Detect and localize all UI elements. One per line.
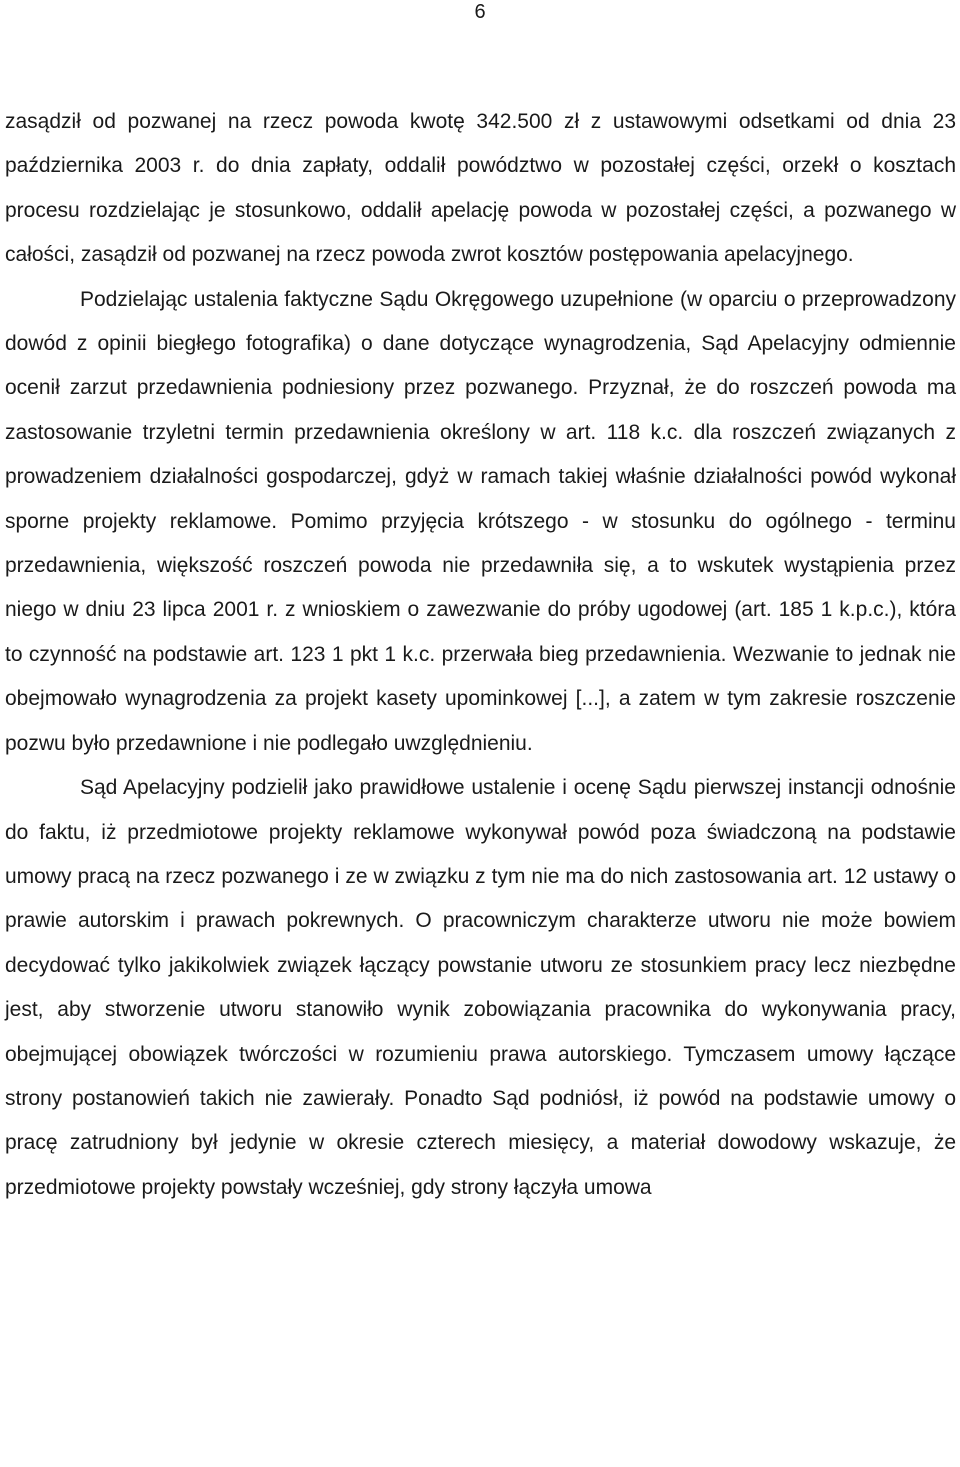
page-number: 6 xyxy=(474,1,486,23)
document-body xyxy=(5,100,956,1210)
paragraph-3: Sąd Apelacyjny podzielił jako prawidłowe ustalenie i ocenę Sądu pierwszej instancji odnośnie do faktu, iż przedmiotowe projekty reklamowe wykonywał powód poza świadczoną na podstawie umowy pracą na rzecz pozwanego i ze w związku z tym nie ma do nich zastosowania art. 12 ustawy o prawie autorskim i prawach pokrewnych. O pracowniczym charakterze utworu nie może bowiem decydować tylko jakikolwiek związek łączący powstanie utworu ze stosunkiem pracy lecz niezbędne jest, aby stworzenie utworu stanowiło wynik zobowiązania pracownika do wykonywania pracy, obejmującej obowiązek twórczości w rozumieniu prawa autorskiego. Tymczasem umowy łączące strony postanowień takich nie zawierały. Ponadto Sąd podniósł, iż powód na podstawie umowy o pracę zatrudniony był jedynie w okresie czterech miesięcy, a materiał dowodowy wskazuje, że przedmiotowe projekty powstały wcześniej, gdy strony łączyła umowa xyxy=(5,776,956,1199)
paragraph-1: zasądził od pozwanej na rzecz powoda kwotę 342.500 zł z ustawowymi odsetkami od dnia 23 października 2003 r. do dnia zapłaty, oddalił powództwo w pozostałej części, orzekł o kosztach procesu rozdzielając je stosunkowo, oddalił apelację powoda w pozostałej części, a pozwanego w całości, zasądził od pozwanej na rzecz powoda zwrot kosztów postępowania apelacyjnego. xyxy=(5,110,956,267)
paragraph-2: Podzielając ustalenia faktyczne Sądu Okręgowego uzupełnione (w oparciu o przeprowadzony dowód z opinii biegłego fotografika) o dane dotyczące wynagrodzenia, Sąd Apelacyjny odmiennie ocenił zarzut przedawnienia podniesiony przez pozwanego. Przyznał, że do roszczeń powoda ma zastosowanie trzyletni termin przedawnienia określony w art. 118 k.c. dla roszczeń związanych z prowadzeniem działalności gospodarczej, gdyż w ramach takiej właśnie działalności powód wykonał sporne projekty reklamowe. Pomimo przyjęcia krótszego - w stosunku do ogólnego - terminu przedawnienia, większość roszczeń powoda nie przedawniła się, a to wskutek wystąpienia przez niego w dniu 23 lipca 2001 r. z wnioskiem o zawezwanie do próby ugodowej (art. 185 1 k.p.c.), która to czynność na podstawie art. 123 1 pkt 1 k.c. przerwała bieg przedawnienia. Wezwanie to jednak nie obejmowało wynagrodzenia za projekt kasety upominkowej [...], a zatem w tym zakresie roszczenie pozwu było przedawnione i nie podlegało uwzględnieniu. xyxy=(5,287,956,755)
